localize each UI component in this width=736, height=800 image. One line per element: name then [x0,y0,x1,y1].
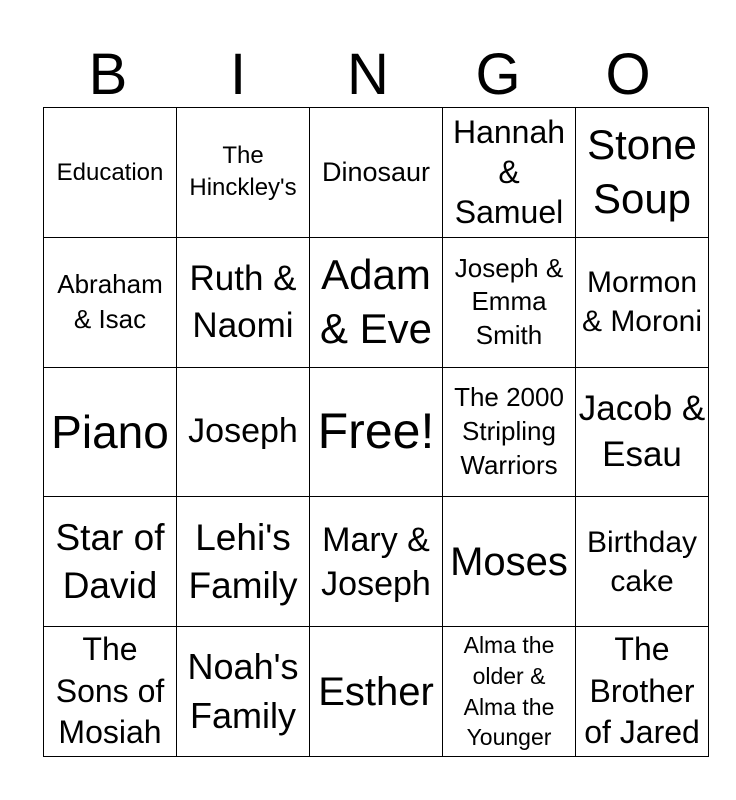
bingo-cell [177,627,310,757]
bingo-cell [44,627,177,757]
cell-text: Education [56,158,164,186]
cell-text: Noah's Family [187,646,299,736]
cell-text: Hannah & Samuel [452,114,566,231]
cell-text: The Brother of Jared [584,631,700,751]
bingo-cell [443,497,576,627]
bingo-cell [310,627,443,757]
grid-row [44,108,709,238]
bingo-grid [43,107,709,757]
cell-text: The 2000 Stripling Warriors [454,382,564,480]
cell-text: Adam & Eve [319,250,433,353]
cell-text: Star of David [55,516,165,606]
grid-row [44,497,709,627]
cell-text: Mary & Joseph [321,520,431,603]
bingo-cell [443,367,576,497]
bingo-cell [443,237,576,367]
header-letter-g: G [475,42,521,107]
cell-text: Birthday cake [586,525,698,598]
cell-text: Free! [317,403,435,460]
cell-text: Dinosaur [321,156,431,187]
bingo-cell [177,108,310,238]
cell-text: Stone Soup [587,120,697,223]
bingo-cell [44,108,177,238]
header-letter-b: B [88,42,128,107]
bingo-cell [576,367,709,497]
cell-text: Alma the older & Alma the Younger [463,632,555,751]
header-letter-n: N [347,42,389,107]
cell-text: The Sons of Mosiah [55,631,165,751]
header-letter-o: O [605,42,651,107]
cell-text: Esther [318,669,434,714]
bingo-cell [44,367,177,497]
bingo-cell [576,627,709,757]
grid-row [44,237,709,367]
bingo-cell [44,497,177,627]
bingo-header [43,42,693,108]
free-space-cell [310,367,443,497]
bingo-cell [576,108,709,238]
cell-text: The Hinckley's [189,142,297,202]
bingo-cell [443,108,576,238]
bingo-cell [576,237,709,367]
cell-text: Lehi's Family [188,516,298,606]
cell-text: Abraham & Isac [57,269,163,335]
cell-text: Mormon & Moroni [581,266,703,339]
cell-text: Ruth & Naomi [189,258,297,346]
bingo-cell [177,497,310,627]
cell-text: Joseph & Emma Smith [454,252,564,351]
bingo-cell [310,497,443,627]
cell-text: Moses [450,539,568,584]
cell-text: Piano [51,405,169,458]
cell-text: Jacob & Esau [578,389,706,474]
bingo-cell [310,237,443,367]
grid-row [44,627,709,757]
header-letter-i: I [229,42,247,107]
bingo-cell [443,627,576,757]
bingo-cell [44,237,177,367]
bingo-cell [177,367,310,497]
bingo-cell [576,497,709,627]
cell-text: Joseph [188,412,298,451]
grid-row [44,367,709,497]
bingo-cell [177,237,310,367]
bingo-cell [310,108,443,238]
